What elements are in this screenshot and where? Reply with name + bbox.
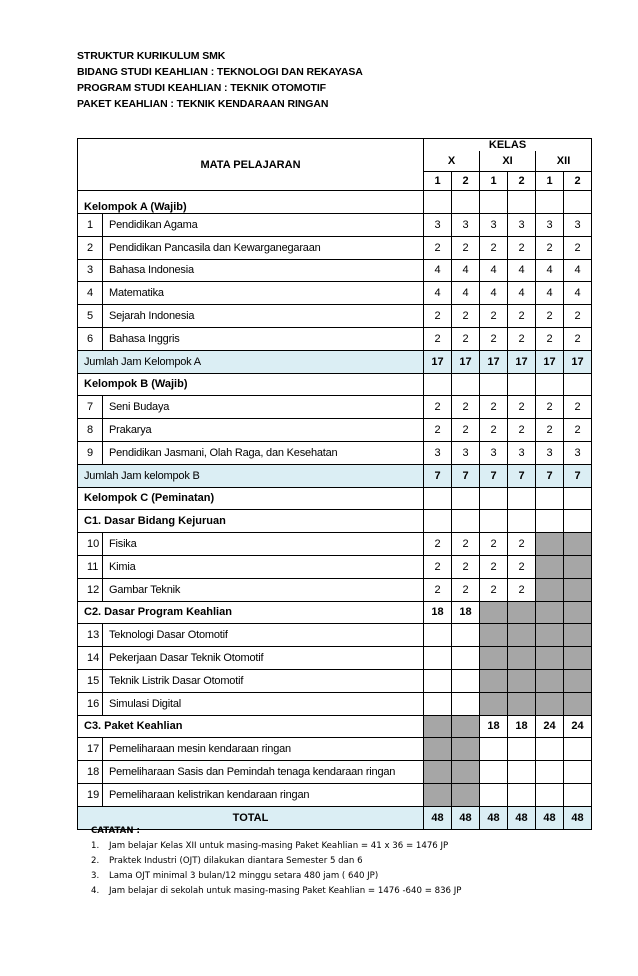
note-item	[91, 839, 571, 854]
hours-cell: 2	[452, 305, 480, 328]
empty-cell	[564, 510, 592, 533]
hours-cell: 2	[536, 419, 564, 442]
shaded-cell	[480, 647, 508, 670]
empty-cell	[452, 510, 480, 533]
hours-cell: 2	[536, 396, 564, 419]
hours-cell: 2	[508, 419, 536, 442]
shaded-cell	[480, 624, 508, 647]
group-row	[78, 487, 592, 510]
shaded-cell	[452, 761, 480, 784]
total-cell: 48	[424, 806, 452, 829]
hours-cell: 3	[508, 441, 536, 464]
group-row	[78, 510, 592, 533]
hours-cell: 2	[508, 396, 536, 419]
hours-cell: 4	[424, 259, 452, 282]
notes-title: CATATAN :	[91, 826, 140, 836]
row-number: 10	[78, 533, 103, 556]
hours-cell: 2	[452, 578, 480, 601]
hours-cell: 3	[480, 214, 508, 237]
hours-cell: 2	[480, 327, 508, 350]
note-number: 4.	[91, 886, 100, 896]
hours-cell: 2	[424, 533, 452, 556]
empty-cell	[424, 692, 452, 715]
subject-name: Seni Budaya	[103, 396, 424, 419]
empty-cell	[480, 738, 508, 761]
row-number: 1	[78, 214, 103, 237]
subject-name: Bahasa Inggris	[103, 327, 424, 350]
empty-cell	[564, 738, 592, 761]
empty-cell	[536, 487, 564, 510]
hours-cell: 2	[424, 305, 452, 328]
note-item	[91, 869, 571, 884]
table-row	[78, 396, 592, 419]
note-text: Jam belajar di sekolah untuk masing-masing Paket Keahlian = 1476 -640 = 836 JP	[109, 886, 462, 896]
hours-cell	[536, 555, 564, 578]
total-cell: 17	[424, 350, 452, 373]
hours-cell: 4	[452, 259, 480, 282]
class-xi-header: XI	[480, 151, 536, 172]
c3-row	[78, 715, 592, 738]
row-number: 13	[78, 624, 103, 647]
hours-cell: 3	[452, 441, 480, 464]
hours-cell: 2	[508, 327, 536, 350]
table-row	[78, 761, 592, 784]
hours-cell: 2	[424, 578, 452, 601]
total-cell: 7	[564, 464, 592, 487]
empty-cell	[480, 373, 508, 396]
hours-cell: 2	[508, 555, 536, 578]
table-row	[78, 259, 592, 282]
hours-cell	[508, 601, 536, 624]
hours-cell: 3	[424, 214, 452, 237]
total-cell: 48	[452, 806, 480, 829]
empty-cell	[452, 487, 480, 510]
semester-header: 1	[424, 172, 452, 191]
shaded-cell	[508, 692, 536, 715]
shaded-cell	[452, 783, 480, 806]
shaded-cell	[536, 669, 564, 692]
hours-cell: 2	[452, 533, 480, 556]
shaded-cell	[564, 624, 592, 647]
subject-name: Teknologi Dasar Otomotif	[103, 624, 424, 647]
empty-cell	[424, 487, 452, 510]
note-item	[91, 884, 571, 899]
hours-cell	[536, 533, 564, 556]
subject-name: Pemeliharaan mesin kendaraan ringan	[103, 738, 424, 761]
empty-cell	[480, 191, 508, 214]
total-cell: 17	[536, 350, 564, 373]
empty-cell	[536, 510, 564, 533]
empty-cell	[424, 624, 452, 647]
table-row	[78, 327, 592, 350]
subject-name: Sejarah Indonesia	[103, 305, 424, 328]
empty-cell	[536, 191, 564, 214]
empty-cell	[452, 669, 480, 692]
empty-cell	[564, 487, 592, 510]
hours-cell: 4	[536, 282, 564, 305]
hours-cell: 2	[508, 236, 536, 259]
group-b-title: Kelompok B (Wajib)	[78, 373, 424, 396]
note-number: 3.	[91, 871, 100, 881]
hours-cell: 18	[424, 601, 452, 624]
table-row	[78, 692, 592, 715]
hours-cell: 2	[424, 555, 452, 578]
empty-cell	[564, 783, 592, 806]
empty-cell	[536, 783, 564, 806]
subject-name: Teknik Listrik Dasar Otomotif	[103, 669, 424, 692]
empty-cell	[508, 738, 536, 761]
group-c-title: Kelompok C (Peminatan)	[78, 487, 424, 510]
note-text: Praktek Industri (OJT) dilakukan diantara Semester 5 dan 6	[109, 856, 363, 866]
row-number: 4	[78, 282, 103, 305]
total-label: TOTAL	[78, 806, 424, 829]
hours-cell: 3	[424, 441, 452, 464]
note-number: 1.	[91, 841, 100, 851]
empty-cell	[424, 669, 452, 692]
hours-cell: 2	[564, 419, 592, 442]
subject-name: Gambar Teknik	[103, 578, 424, 601]
hours-cell: 2	[480, 419, 508, 442]
semester-header: 2	[564, 172, 592, 191]
table-row	[78, 624, 592, 647]
hours-cell	[564, 601, 592, 624]
mata-pelajaran-header: MATA PELAJARAN	[78, 139, 424, 191]
hours-cell: 4	[508, 259, 536, 282]
semester-header: 2	[452, 172, 480, 191]
total-cell: 17	[452, 350, 480, 373]
shaded-cell	[564, 669, 592, 692]
document-header	[77, 48, 557, 112]
shaded-cell	[480, 669, 508, 692]
subject-name: Bahasa Indonesia	[103, 259, 424, 282]
header-line-2: BIDANG STUDI KEAHLIAN : TEKNOLOGI DAN REKAYASA	[77, 66, 363, 78]
empty-cell	[508, 783, 536, 806]
note-item	[91, 854, 571, 869]
total-cell: 48	[564, 806, 592, 829]
semester-header: 1	[480, 172, 508, 191]
hours-cell: 4	[480, 259, 508, 282]
row-number: 8	[78, 419, 103, 442]
semester-header: 1	[536, 172, 564, 191]
shaded-cell	[508, 624, 536, 647]
empty-cell	[536, 373, 564, 396]
total-cell: 7	[452, 464, 480, 487]
empty-cell	[564, 191, 592, 214]
empty-cell	[508, 373, 536, 396]
hours-cell: 3	[536, 214, 564, 237]
subject-name: Pendidikan Agama	[103, 214, 424, 237]
row-number: 6	[78, 327, 103, 350]
total-cell: 17	[564, 350, 592, 373]
empty-cell	[452, 191, 480, 214]
shaded-cell	[424, 783, 452, 806]
table-row	[78, 441, 592, 464]
row-number: 3	[78, 259, 103, 282]
class-xii-header: XII	[536, 151, 592, 172]
total-cell: 48	[536, 806, 564, 829]
shaded-cell	[564, 647, 592, 670]
row-number: 9	[78, 441, 103, 464]
hours-cell: 3	[480, 441, 508, 464]
hours-cell: 3	[452, 214, 480, 237]
hours-cell: 2	[480, 555, 508, 578]
hours-cell: 2	[536, 305, 564, 328]
shaded-cell	[452, 738, 480, 761]
shaded-cell	[480, 692, 508, 715]
total-cell: 7	[424, 464, 452, 487]
hours-cell: 4	[564, 259, 592, 282]
hours-cell: 2	[564, 305, 592, 328]
group-row	[78, 373, 592, 396]
group-row	[78, 191, 592, 214]
row-number: 18	[78, 761, 103, 784]
hours-cell: 2	[564, 236, 592, 259]
shaded-cell	[536, 692, 564, 715]
hours-cell: 2	[424, 236, 452, 259]
total-cell: 48	[480, 806, 508, 829]
shaded-cell	[508, 647, 536, 670]
subject-name: Pendidikan Pancasila dan Kewarganegaraan	[103, 236, 424, 259]
empty-cell	[564, 761, 592, 784]
c3-title: C3. Paket Keahlian	[78, 715, 424, 738]
hours-cell: 2	[424, 396, 452, 419]
shaded-cell	[536, 624, 564, 647]
row-number: 17	[78, 738, 103, 761]
row-number: 16	[78, 692, 103, 715]
hours-cell	[536, 578, 564, 601]
empty-cell	[480, 761, 508, 784]
empty-cell	[424, 647, 452, 670]
table-row	[78, 419, 592, 442]
hours-cell: 2	[452, 396, 480, 419]
hours-cell: 3	[564, 441, 592, 464]
empty-cell	[424, 191, 452, 214]
shaded-cell	[564, 692, 592, 715]
shaded-cell	[424, 738, 452, 761]
note-text: Lama OJT minimal 3 bulan/12 minggu setara 480 jam ( 640 JP)	[109, 871, 379, 881]
hours-cell: 2	[480, 578, 508, 601]
table-row	[78, 669, 592, 692]
hours-cell: 18	[480, 715, 508, 738]
row-number: 5	[78, 305, 103, 328]
hours-cell	[424, 715, 452, 738]
hours-cell: 4	[480, 282, 508, 305]
hours-cell: 2	[564, 327, 592, 350]
empty-cell	[508, 487, 536, 510]
row-number: 7	[78, 396, 103, 419]
header-line-4: PAKET KEAHLIAN : TEKNIK KENDARAAN RINGAN	[77, 98, 329, 110]
subject-name: Simulasi Digital	[103, 692, 424, 715]
row-number: 11	[78, 555, 103, 578]
table-row	[78, 214, 592, 237]
empty-cell	[508, 510, 536, 533]
table-row	[78, 783, 592, 806]
hours-cell: 2	[536, 327, 564, 350]
subject-name: Pendidikan Jasmani, Olah Raga, dan Kesehatan	[103, 441, 424, 464]
hours-cell: 18	[508, 715, 536, 738]
row-number: 15	[78, 669, 103, 692]
hours-cell: 4	[452, 282, 480, 305]
empty-cell	[452, 692, 480, 715]
empty-cell	[508, 191, 536, 214]
jumlah-kelompok-b-label: Jumlah Jam kelompok B	[78, 464, 424, 487]
hours-cell: 18	[452, 601, 480, 624]
table-row	[78, 578, 592, 601]
jumlah-kelompok-a-label: Jumlah Jam Kelompok A	[78, 350, 424, 373]
hours-cell: 2	[452, 555, 480, 578]
total-cell: 17	[508, 350, 536, 373]
table-row	[78, 282, 592, 305]
table-row	[78, 647, 592, 670]
semester-header: 2	[508, 172, 536, 191]
row-number: 12	[78, 578, 103, 601]
subject-name: Fisika	[103, 533, 424, 556]
hours-cell: 4	[536, 259, 564, 282]
empty-cell	[452, 373, 480, 396]
hours-cell: 3	[508, 214, 536, 237]
hours-cell	[564, 555, 592, 578]
total-cell: 17	[480, 350, 508, 373]
shaded-cell	[536, 647, 564, 670]
empty-cell	[424, 373, 452, 396]
hours-cell: 3	[564, 214, 592, 237]
shaded-cell	[424, 761, 452, 784]
note-number: 2.	[91, 856, 100, 866]
empty-cell	[452, 624, 480, 647]
subject-name: Matematika	[103, 282, 424, 305]
hours-cell: 4	[424, 282, 452, 305]
table-row	[78, 738, 592, 761]
subject-name: Prakarya	[103, 419, 424, 442]
hours-cell: 2	[480, 396, 508, 419]
header-line-1: STRUKTUR KURIKULUM SMK	[77, 50, 226, 62]
hours-cell	[564, 533, 592, 556]
empty-cell	[508, 761, 536, 784]
c2-title: C2. Dasar Program Keahlian	[78, 601, 424, 624]
row-number: 2	[78, 236, 103, 259]
group-a-title: Kelompok A (Wajib)	[78, 191, 424, 214]
hours-cell	[480, 601, 508, 624]
hours-cell: 2	[508, 578, 536, 601]
subject-name: Pekerjaan Dasar Teknik Otomotif	[103, 647, 424, 670]
table-row	[78, 305, 592, 328]
jumlah-kelompok-a	[78, 350, 592, 373]
jumlah-kelompok-b	[78, 464, 592, 487]
total-cell: 7	[480, 464, 508, 487]
shaded-cell	[508, 669, 536, 692]
hours-cell	[564, 578, 592, 601]
hours-cell: 2	[424, 327, 452, 350]
hours-cell: 2	[480, 533, 508, 556]
notes	[91, 824, 571, 899]
empty-cell	[452, 647, 480, 670]
subject-name: Pemeliharaan Sasis dan Pemindah tenaga kendaraan ringan	[103, 761, 424, 784]
hours-cell: 4	[564, 282, 592, 305]
hours-cell: 2	[452, 419, 480, 442]
class-x-header: X	[424, 151, 480, 172]
hours-cell: 2	[424, 419, 452, 442]
kelas-header: KELAS	[424, 139, 592, 152]
empty-cell	[564, 373, 592, 396]
empty-cell	[536, 738, 564, 761]
hours-cell: 4	[508, 282, 536, 305]
hours-cell	[536, 601, 564, 624]
empty-cell	[536, 761, 564, 784]
hours-cell: 2	[536, 236, 564, 259]
hours-cell: 3	[536, 441, 564, 464]
hours-cell: 2	[452, 327, 480, 350]
c2-row	[78, 601, 592, 624]
empty-cell	[480, 487, 508, 510]
note-text: Jam belajar Kelas XII untuk masing-masing Paket Keahlian = 41 x 36 = 1476 JP	[109, 841, 449, 851]
hours-cell: 2	[480, 236, 508, 259]
c1-title: C1. Dasar Bidang Kejuruan	[78, 510, 424, 533]
empty-cell	[480, 783, 508, 806]
subject-name: Kimia	[103, 555, 424, 578]
table-row	[78, 236, 592, 259]
hours-cell: 2	[564, 396, 592, 419]
total-cell: 7	[536, 464, 564, 487]
empty-cell	[480, 510, 508, 533]
hours-cell: 2	[452, 236, 480, 259]
curriculum-table	[77, 138, 592, 830]
row-number: 14	[78, 647, 103, 670]
table-row	[78, 555, 592, 578]
hours-cell	[452, 715, 480, 738]
hours-cell: 2	[480, 305, 508, 328]
hours-cell: 24	[536, 715, 564, 738]
table-row	[78, 533, 592, 556]
total-cell: 48	[508, 806, 536, 829]
hours-cell: 2	[508, 305, 536, 328]
hours-cell: 2	[508, 533, 536, 556]
total-cell: 7	[508, 464, 536, 487]
row-number: 19	[78, 783, 103, 806]
empty-cell	[424, 510, 452, 533]
hours-cell: 24	[564, 715, 592, 738]
subject-name: Pemeliharaan kelistrikan kendaraan ringan	[103, 783, 424, 806]
header-line-3: PROGRAM STUDI KEAHLIAN : TEKNIK OTOMOTIF	[77, 82, 326, 94]
